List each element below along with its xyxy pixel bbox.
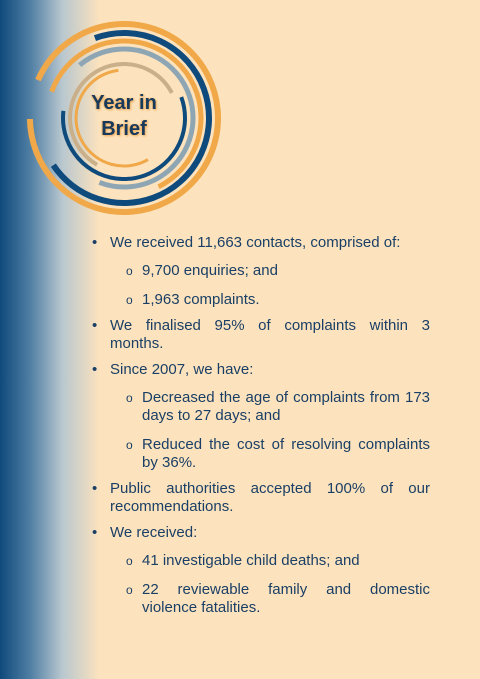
sub-item xyxy=(110,581,430,617)
list-item-text: We received 11,663 contacts, comprised of: xyxy=(110,234,401,251)
sub-item xyxy=(110,262,430,280)
bullet-dot: • xyxy=(92,317,98,334)
list-item-contacts xyxy=(92,234,430,309)
sub-item-text: 1,963 complaints. xyxy=(142,291,260,308)
bullet-dot: • xyxy=(92,480,98,497)
sub-bullet: o xyxy=(126,554,133,568)
list-item-text: We received: xyxy=(110,524,198,541)
sub-bullet: o xyxy=(126,391,133,405)
highlights-list xyxy=(92,234,430,625)
emblem-title-line-2: Brief xyxy=(101,118,147,140)
sub-item-text: 41 investigable child deaths; and xyxy=(142,552,360,569)
emblem-title xyxy=(74,90,174,142)
list-item-text: We finalised 95% of complaints within 3 months. xyxy=(110,317,430,352)
sub-bullet: o xyxy=(126,264,133,278)
emblem-title-line-1: Year in xyxy=(91,92,157,114)
bullet-dot: • xyxy=(92,524,98,541)
sub-item-text: 22 reviewable family and domestic violence fatalities. xyxy=(142,581,430,616)
bullet-dot: • xyxy=(92,234,98,251)
sub-item xyxy=(110,552,430,570)
list-item-since-2007 xyxy=(92,361,430,472)
list-item-finalised xyxy=(92,317,430,353)
sub-bullet: o xyxy=(126,438,133,452)
sub-item xyxy=(110,389,430,425)
list-item-recommendations xyxy=(92,480,430,516)
sub-bullet: o xyxy=(126,583,133,597)
list-item-text: Public authorities accepted 100% of our recommendations. xyxy=(110,480,430,515)
sub-item xyxy=(110,436,430,472)
year-in-brief-emblem xyxy=(24,18,224,218)
list-item-we-received xyxy=(92,524,430,617)
sub-item-text: 9,700 enquiries; and xyxy=(142,262,278,279)
sub-item-text: Reduced the cost of resolving complaints by 36%. xyxy=(142,436,430,471)
sub-item-text: Decreased the age of complaints from 173 days to 27 days; and xyxy=(142,389,430,424)
sub-bullet: o xyxy=(126,293,133,307)
bullet-dot: • xyxy=(92,361,98,378)
list-item-text: Since 2007, we have: xyxy=(110,361,254,378)
sub-item xyxy=(110,291,430,309)
